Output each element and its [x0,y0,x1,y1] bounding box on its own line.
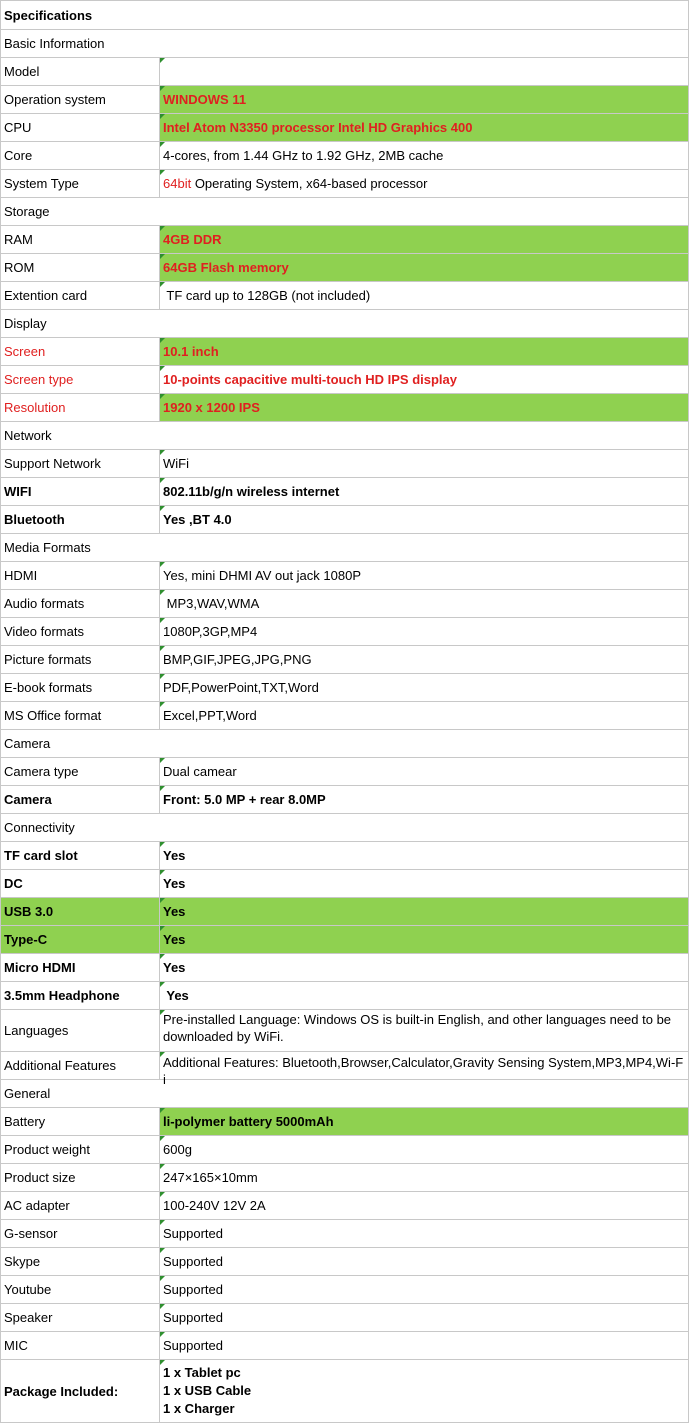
row-value: Yes [159,842,688,869]
table-row [0,141,689,169]
row-value: Yes [159,898,688,925]
row-label: Speaker [4,1310,53,1325]
table-row [0,1191,689,1219]
section-network: Network [4,428,52,443]
row-value: 600g [159,1136,688,1163]
row-value: Yes [159,926,688,953]
row-value: 247×165×10mm [159,1164,688,1191]
table-row [0,561,689,589]
row-value: Intel Atom N3350 processor Intel HD Graphics 400 [159,114,688,141]
row-label: E-book formats [4,680,93,695]
row-label: Product size [4,1170,76,1185]
row-label: AC adapter [4,1198,70,1213]
row-label: CPU [4,120,32,135]
row-value: Supported [159,1304,688,1331]
row-label: Resolution [4,400,66,415]
row-label: HDMI [4,568,38,583]
row-label: Skype [4,1254,41,1269]
table-row [0,617,689,645]
row-value: 1080P,3GP,MP4 [159,618,688,645]
table-row [0,449,689,477]
table-row [0,757,689,785]
table-row [0,281,689,309]
row-value [159,58,688,85]
row-label: Languages [4,1023,69,1038]
table-row [0,981,689,1009]
row-label: DC [4,876,23,891]
section-general: General [4,1086,51,1101]
row-value: Additional Features: Bluetooth,Browser,Calculator,Gravity Sensing System,MP3,MP4,Wi-Fi [159,1052,688,1079]
row-label: Battery [4,1114,46,1129]
row-value: Supported [159,1332,688,1359]
section-header [0,729,689,757]
row-label: Additional Features [4,1058,117,1073]
value-highlight: 64bit [163,176,192,191]
row-value: 4-cores, from 1.44 GHz to 1.92 GHz, 2MB cache [159,142,688,169]
table-row [0,169,689,197]
table-row [0,1135,689,1163]
row-label: Support Network [4,456,101,471]
row-label: ROM [4,260,35,275]
table-row [0,1107,689,1135]
row-label: Package Included: [4,1383,119,1399]
table-row [0,1247,689,1275]
section-camera: Camera [4,736,51,751]
table-row [0,113,689,141]
row-label: Type-C [1,926,159,953]
table-row [0,841,689,869]
table-row [0,1275,689,1303]
table-row [0,1051,689,1087]
row-label: Extention card [4,288,88,303]
row-value: Yes [159,982,688,1009]
value-rest: Operating System, x64-based processor [191,176,428,191]
table-row [0,1219,689,1247]
row-value: Excel,PPT,Word [159,702,688,729]
row-value: Dual camear [159,758,688,785]
table-row [0,869,689,897]
section-display: Display [4,316,47,331]
row-label: MIC [4,1338,28,1353]
section-connectivity: Connectivity [4,820,75,835]
table-row [0,337,689,365]
table-row [0,589,689,617]
row-label: Product weight [4,1142,90,1157]
row-label: Screen type [4,372,74,387]
table-row [0,1303,689,1331]
table-row [0,393,689,421]
row-label: Operation system [4,92,106,107]
row-label: Picture formats [4,652,92,667]
table-row [0,1359,689,1423]
package-list [159,1360,688,1422]
table-row [0,505,689,533]
row-value: Pre-installed Language: Windows OS is built-in English, and other languages need to be downloaded by WiFi. [159,1010,688,1051]
row-value: WiFi [159,450,688,477]
row-value: Supported [159,1276,688,1303]
section-media-formats: Media Formats [4,540,91,555]
table-title: Specifications [4,7,93,23]
table-row [0,365,689,393]
table-title-row [0,0,689,29]
row-value: 10.1 inch [159,338,688,365]
table-row [0,85,689,113]
table-row [0,953,689,981]
table-row [0,253,689,281]
row-label: TF card slot [4,848,78,863]
section-header [0,309,689,337]
table-row [0,673,689,701]
table-row [0,1163,689,1191]
table-row [0,897,689,925]
row-label: USB 3.0 [1,898,159,925]
table-row [0,1009,689,1051]
row-label: WIFI [4,484,32,499]
row-value: 10-points capacitive multi-touch HD IPS display [159,366,688,393]
row-label: Bluetooth [4,512,65,527]
package-item: 1 x Charger [163,1401,235,1416]
row-label: MS Office format [4,708,102,723]
row-label: System Type [4,176,79,191]
row-label: Core [4,148,33,163]
package-item: 1 x Tablet pc [163,1365,241,1380]
row-label: Model [4,64,40,79]
row-value: Yes [159,954,688,981]
table-row [0,645,689,673]
row-value: Supported [159,1248,688,1275]
table-row [0,701,689,729]
row-value: MP3,WAV,WMA [159,590,688,617]
row-value: 802.11b/g/n wireless internet [159,478,688,505]
row-label: Youtube [4,1282,52,1297]
table-row [0,925,689,953]
row-label: Audio formats [4,596,85,611]
row-value: WINDOWS 11 [159,86,688,113]
section-storage: Storage [4,204,50,219]
row-value: BMP,GIF,JPEG,JPG,PNG [159,646,688,673]
row-label: Video formats [4,624,84,639]
row-value: 4GB DDR [159,226,688,253]
row-value: 1920 x 1200 IPS [159,394,688,421]
section-header [0,197,689,225]
row-label: Micro HDMI [4,960,76,975]
row-label: 3.5mm Headphone [4,988,120,1003]
section-basic-information: Basic Information [4,36,105,51]
row-value [159,170,688,197]
row-value: Front: 5.0 MP + rear 8.0MP [159,786,688,813]
row-value: Yes ,BT 4.0 [159,506,688,533]
package-item: 1 x USB Cable [163,1383,252,1398]
table-row [0,477,689,505]
section-header [0,813,689,841]
section-header [0,29,689,57]
row-value: 100-240V 12V 2A [159,1192,688,1219]
row-label: Camera type [4,764,79,779]
row-label: RAM [4,232,33,247]
row-value: Supported [159,1220,688,1247]
table-row [0,1331,689,1359]
section-header [0,533,689,561]
table-row [0,785,689,813]
table-row [0,225,689,253]
table-row [0,57,689,85]
row-value: TF card up to 128GB (not included) [159,282,688,309]
row-value: 64GB Flash memory [159,254,688,281]
row-value: li-polymer battery 5000mAh [159,1108,688,1135]
row-value: PDF,PowerPoint,TXT,Word [159,674,688,701]
row-label: Screen [4,344,46,359]
row-label: G-sensor [4,1226,58,1241]
row-value: Yes [159,870,688,897]
section-header [0,421,689,449]
row-value: Yes, mini DHMI AV out jack 1080P [159,562,688,589]
row-label: Camera [4,792,52,807]
